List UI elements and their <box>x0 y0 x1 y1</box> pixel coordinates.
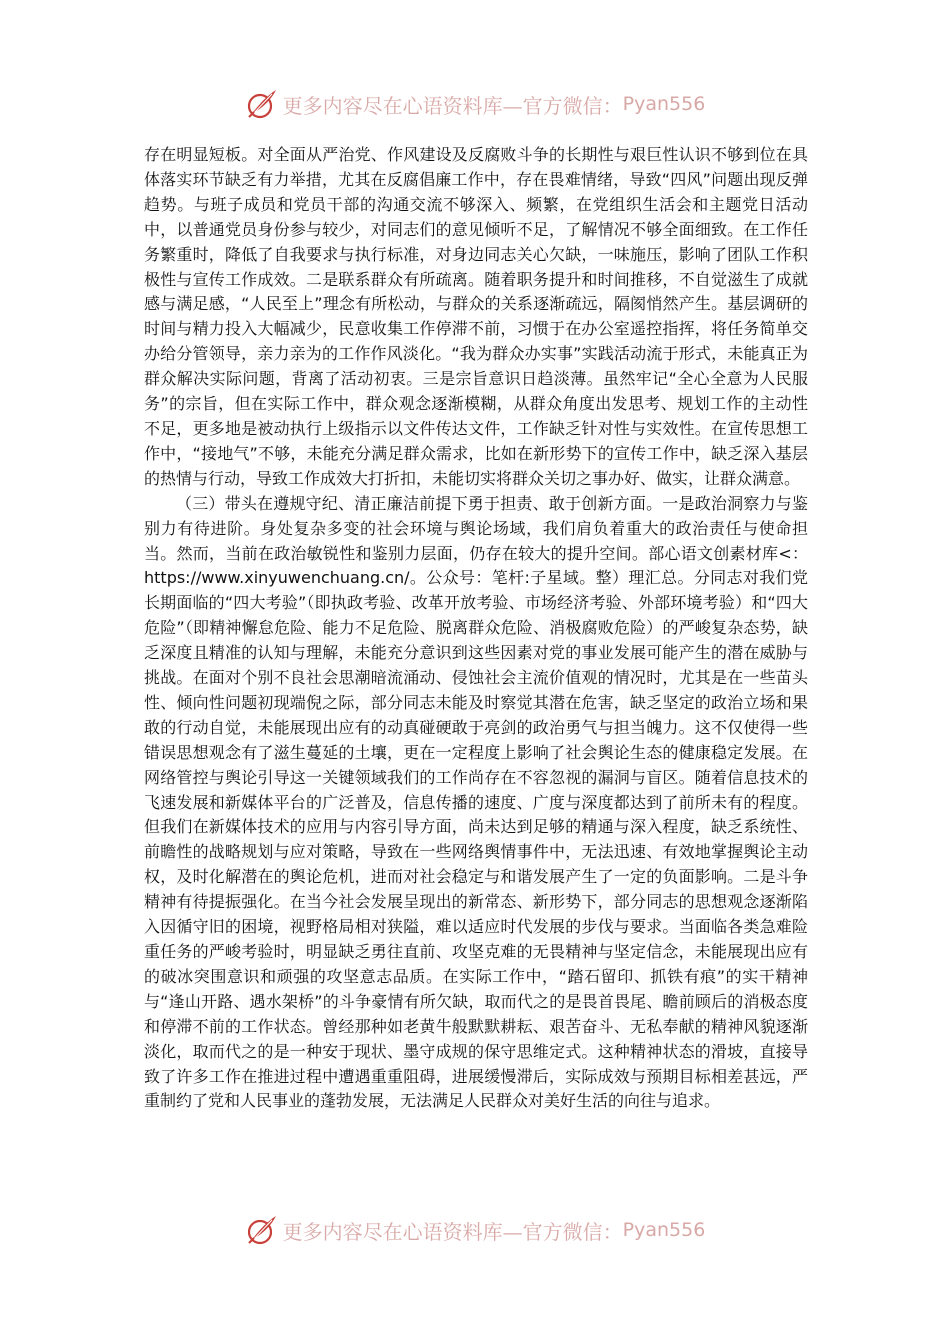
paragraph-continued: 存在明显短板。对全面从严治党、作风建设及反腐败斗争的长期性与艰巨性认识不够到位在具体落实环节缺乏有力举措，尤其在反腐倡廉工作中，存在畏难情绪，导致“四风”问题出现反弹趋势。与班子成员和党员干部的沟通交流不够深入、频繁，在党组织生活会和主题党日活动中，以普通党员身份参与较少，对同志们的意见倾听不足，了解情况不够全面细致。在工作任务繁重时，降低了自我要求与执行标准，对身边同志关心欠缺，一味施压，影响了团队工作积极性与宣传工作成效。二是联系群众有所疏离。随着职务提升和时间推移，不自觉滋生了成就感与满足感，“人民至上”理念有所松动，与群众的关系逐渐疏远，隔阂悄然产生。基层调研的时间与精力投入大幅减少，民意收集工作停滞不前，习惯于在办公室遥控指挥，将任务简单交办给分管领导，亲力亲为的工作作风淡化。“我为群众办实事”实践活动流于形式，未能真正为群众解决实际问题，背离了活动初衷。三是宗旨意识日趋淡薄。虽然牢记“全心全意为人民服务”的宗旨，但在实际工作中，群众观念逐渐模糊，从群众角度出发思考、规划工作的主动性不足，更多地是被动执行上级指示以文件传达文件，工作缺乏针对性与实效性。在宣传思想工作中，“接地气”不够，未能充分满足群众需求，比如在新形势下的宣传工作中，缺乏深入基层的热情与行动，导致工作成效大打折扣，未能切实将群众关切之事办好、做实，让群众满意。 <box>144 145 808 488</box>
banner-text: 更多内容尽在心语资料库—官方微信： <box>282 1219 623 1244</box>
banner-contact: Pyan556 <box>622 93 706 115</box>
banner-text: 更多内容尽在心语资料库—官方微信： <box>282 93 623 118</box>
header-banner <box>0 84 950 124</box>
quill-pen-logo-icon <box>245 1213 279 1247</box>
document-body <box>144 143 808 1114</box>
banner-contact: Pyan556 <box>622 1219 706 1241</box>
footer-banner <box>0 1210 950 1250</box>
paragraph-section-three: （三）带头在遵规守纪、清正廉洁前提下勇于担责、敢于创新方面。一是政治洞察力与鉴别力有待进阶。身处复杂多变的社会环境与舆论场域，我们肩负着重大的政治责任与使命担当。然而，当前在政治敏锐性和鉴别力层面，仍存在较大的提升空间。部心语文创素材库<：https://www.xinyuwenchuang.cn/。公众号：笔杆:子星域。整）理汇总。分同志对我们党长期面临的“四大考验”（即执政考验、改革开放考验、市场经济考验、外部环境考验）和“四大危险”（即精神懈怠危险、能力不足危险、脱离群众危险、消极腐败危险）的严峻复杂态势，缺乏深度且精准的认知与理解，未能充分意识到这些因素对党的事业发展可能产生的潜在威胁与挑战。在面对个别不良社会思潮暗流涌动、侵蚀社会主流价值观的情况时，尤其是在一些苗头性、倾向性问题初现端倪之际，部分同志未能及时察觉其潜在危害，缺乏坚定的政治立场和果敢的行动自觉，未能展现出应有的动真碰硬敢于亮剑的政治勇气与担当魄力。这不仅使得一些错误思想观念有了滋生蔓延的土壤，更在一定程度上影响了社会舆论生态的健康稳定发展。在网络管控与舆论引导这一关键领域我们的工作尚存在不容忽视的漏洞与盲区。随着信息技术的飞速发展和新媒体平台的广泛普及，信息传播的速度、广度与深度都达到了前所未有的程度。但我们在新媒体技术的应用与内容引导方面，尚未达到足够的精通与深入程度，缺乏系统性、前瞻性的战略规划与应对策略，导致在一些网络舆情事件中，无法迅速、有效地掌握舆论主动权，及时化解潜在的舆论危机，进而对社会稳定与和谐发展产生了一定的负面影响。二是斗争精神有待提振强化。在当今社会发展呈现出的新常态、新形势下，部分同志的思想观念逐渐陷入因循守旧的困境，视野格局相对狭隘，难以适应时代发展的步伐与要求。当面临各类急难险重任务的严峻考验时，明显缺乏勇往直前、攻坚克难的无畏精神与坚定信念，未能展现出应有的破冰突围意识和顽强的攻坚意志品质。在实际工作中，“踏石留印、抓铁有痕”的实干精神与“逢山开路、遇水架桥”的斗争豪情有所欠缺，取而代之的是畏首畏尾、瞻前顾后的消极态度和停滞不前的工作状态。曾经那种如老黄牛般默默耕耘、艰苦奋斗、无私奉献的精神风貌逐渐淡化，取而代之的是一种安于现状、墨守成规的保守思维定式。这种精神状态的滑坡，直接导致了许多工作在推进过程中遭遇重重阻碍，进展缓慢滞后，实际成效与预期目标相差甚远，严重制约了党和人民事业的蓬勃发展，无法满足人民群众对美好生活的向往与追求。 <box>144 493 808 1111</box>
quill-pen-logo-icon <box>245 87 279 121</box>
